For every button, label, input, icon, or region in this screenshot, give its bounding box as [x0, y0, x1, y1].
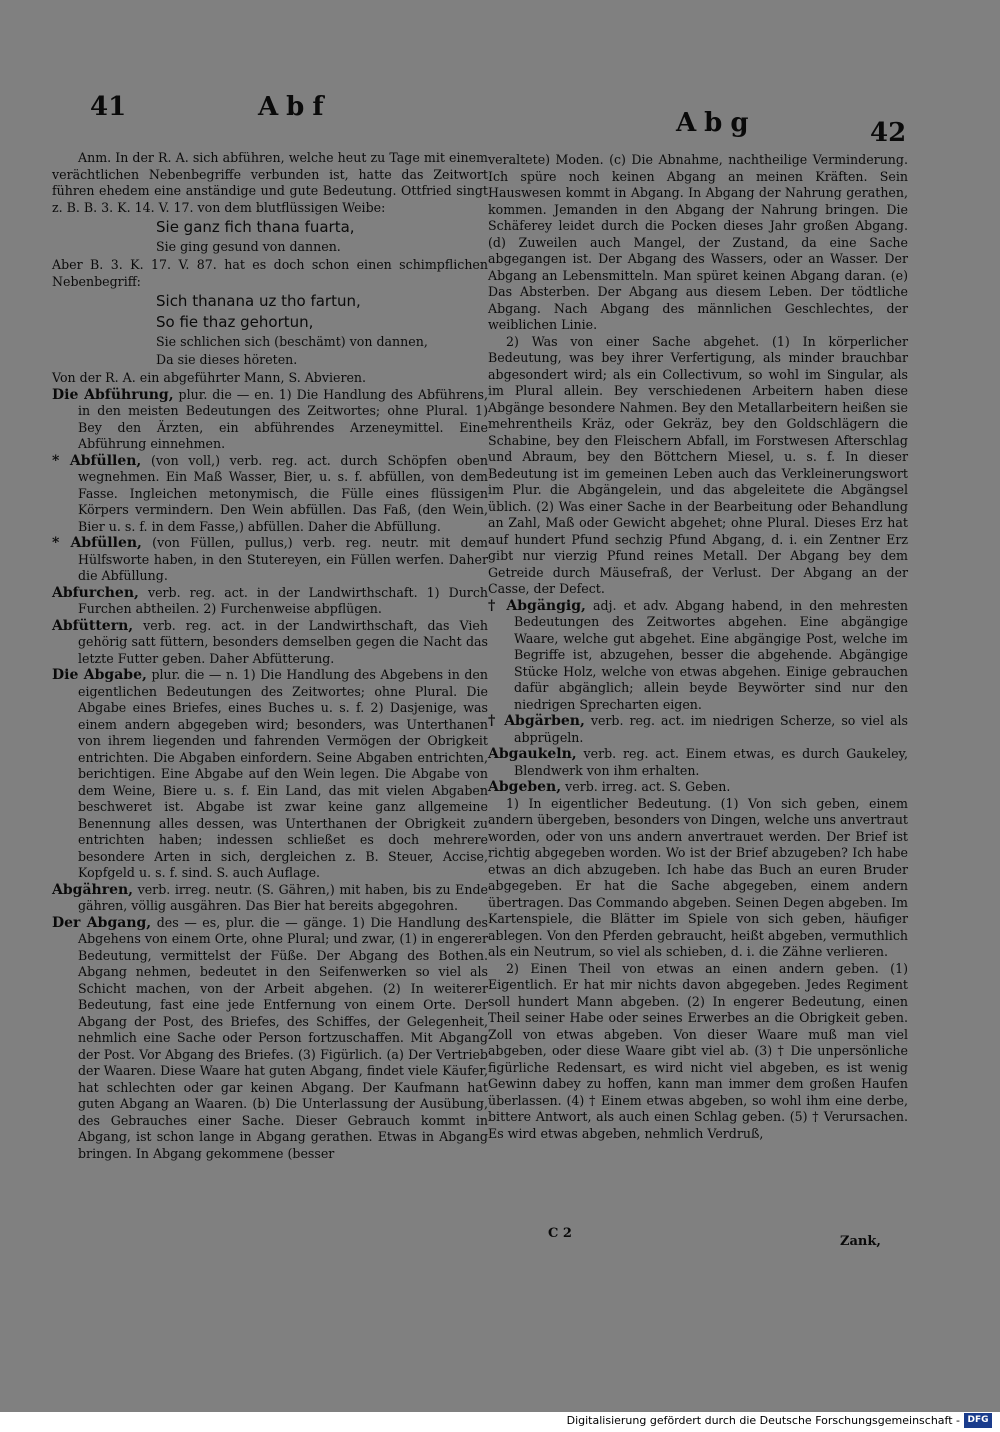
text-paragraph: 2) Einen Theil von etwas an einen andern geben. (1) Eigentlich. Er hat mir nichts davon abgegeben. Jedes Regiment soll hundert Mann abgeben. (2) In engerer Bedeutung, einen Theil seiner Habe oder seines Erwerbes an die Obrigkeit geben. Zoll von etwas abgeben. Von dieser Waare muß man viel abgeben, oder diese Waare gibt viel ab. (3) † Die unpersönliche figürliche Redensart, es wird nicht viel abgeben, es ist wenig Gewinn dabey zu hoffen, kann man immer dem großen Haufen überlassen. (4) † Einem etwas abgeben, so wohl ihm eine derbe, bittere Antwort, als auch einen Schlag geben. (5) † Verursachen. Es wird etwas abgeben, nehmlich Verdruß,	[488, 960, 908, 1141]
entry-headword: Abgähren,	[52, 881, 134, 898]
entry-body: verb. irreg. neutr. (S. Gähren,) mit haben, bis zu Ende gähren, völlig ausgähren. Das Bier hat bereits abgegohren.	[78, 881, 488, 913]
entry-headword: † Abgängig,	[488, 597, 586, 614]
entry-headword: Die Abführung,	[52, 386, 174, 403]
catchword: Zank,	[840, 1234, 881, 1249]
annotation-paragraph: Anm. In der R. A. sich abführen, welche heut zu Tage mit einem verächtlichen Nebenbegriffe verbunden ist, hatte das Zeitwort führen ehedem eine anständige und gute Bedeutung. Ottfried singt z. B. B. 3. K. 14. V. 17. von dem blutflüssigen Weibe:	[52, 150, 488, 215]
entry-body: verb. reg. act. in der Landwirthschaft. 1) Durch Furchen abtheilen. 2) Furchenweise abpflügen.	[78, 584, 488, 616]
page-header	[0, 92, 1000, 148]
entry-body: des — es, plur. die — gänge. 1) Die Handlung des Abgehens von einem Orte, ohne Plural; und zwar, (1) in engerer Bedeutung, vermittelst der Füße. Der Abgang des Bothen. Abgang nehmen, bedeutet in den Seifenwerken so viel als Schicht machen, von der Arbeit abgehen. (2) In weiterer Bedeutung, fast eine jede Entfernung von einem Orte. Der Abgang der Post, des Briefes, des Schiffes, der Gelegenheit, nehmlich eine Sache oder Person fortzuschaffen. Mit Abgang der Post. Vor Abgang des Briefes. (3) Figürlich. (a) Der Vertrieb der Waaren. Diese Waare hat guten Abgang, findet viele Käufer, hat schlechten oder gar keinen Abgang. Der Kaufmann hat guten Abgang an Waaren. (b) Die Unterlassung der Ausübung, des Gebrauches einer Sache. Dieser Gebrauch kommt in Abgang, ist schon lange in Abgang gerathen. Etwas in Abgang bringen. In Abgang gekommene (besser	[78, 914, 488, 1161]
left-page-number: 41	[90, 92, 127, 122]
dictionary-entry	[52, 387, 488, 453]
dictionary-entry	[52, 585, 488, 618]
entry-body: verb. reg. act. im niedrigen Scherze, so viel als abprügeln.	[514, 713, 908, 745]
dictionary-entry	[488, 713, 908, 746]
text-paragraph: 2) Was von einer Sache abgehet. (1) In körperlicher Bedeutung, was bey ihrer Verfertigung, als minder brauchbar abgesondert wird; als ein Collectivum, so wohl im Singular, als im Plural allein. Bey verschiedenen Arbeitern haben diese Abgänge besondere Nahmen. Bey den Metallarbeitern heißen sie mehrentheils Kräz, oder Gekräz, bey den Goldschlägern die Schabine, bey den Fleischern Abfall, im Forstwesen Afterschlag und Abraum, bey den Böttchern Miesel, u. s. f. In dieser Bedeutung ist im gemeinen Leben auch das Verkleinerungswort im Plur. die Abgängelein, und das abgeleitete die Abgängsel üblich. (2) Was einer Sache in der Bearbeitung oder Behandlung an Zahl, Maß oder Gewicht abgehet; ohne Plural. Dieses Erz hat auf hundert Pfund sechzig Pfund Abgang, d. i. ein Zentner Erz gibt nur vierzig Pfund reines Metall. Der Abgang bey dem Getreide durch Mäusefraß, der Verlust. Der Abgang an der Casse, der Defect.	[488, 333, 908, 596]
dictionary-entry	[52, 535, 488, 585]
dfg-logo: DFG	[964, 1413, 992, 1428]
signature-mark: C 2	[548, 1226, 572, 1241]
dictionary-entry	[52, 915, 488, 1163]
entry-headword: Abfurchen,	[52, 584, 139, 601]
text-paragraph: 1) In eigentlicher Bedeutung. (1) Von sich geben, einem andern übergeben, besonders von Dingen, welche uns anvertraut worden, oder von uns andern anvertrauet werden. Der Brief ist richtig abgegeben worden. Wo ist der Brief abzugeben? Ich habe etwas an dich abzugeben. Ich habe das Buch an euren Bruder abgegeben. Er hat die Sache abgegeben, einem andern übertragen. Das Commando abgeben. Seinen Degen abgeben. Im Kartenspiele, die Blätter im Spiele von sich geben, häufiger ablegen. Von den Pferden gebraucht, heißt abgeben, vermuthlich als ein Neutrum, so viel als schieben, d. i. die Zähne verlieren.	[488, 795, 908, 959]
entry-body: (von Füllen, pullus,) verb. reg. neutr. mit dem Hülfsworte haben, in den Stutereyen, ein Füllen werfen. Daher die Abfüllung.	[78, 535, 488, 583]
verse-line: Sie ging gesund von dannen.	[156, 239, 341, 254]
entry-headword: Der Abgang,	[52, 914, 152, 931]
verse-line: Sich thanana uz tho fartun,	[156, 292, 361, 310]
dictionary-entry	[52, 453, 488, 536]
entry-headword: Die Abgabe,	[52, 667, 147, 683]
verse-line: Sie ganz fich thana fuarta,	[156, 218, 355, 236]
dictionary-entry	[488, 746, 908, 779]
entry-body: adj. et adv. Abgang habend, in den mehresten Bedeutungen des Zeitwortes abgehen. Eine abgängige Waare, welche gut abgehet. Eine abgängige Post, welche im Begriffe ist, abzugehen, besser die abgehende. Abgängige Stücke Holz, welche von etwas abgehen. Einige gebrauchen dafür abgänglich; allein beyde Beywörter sind nur den niedrigen Sprecharten eigen.	[514, 597, 909, 712]
verse-line: So fie thaz gehortun,	[156, 313, 314, 331]
text-paragraph: Von der R. A. ein abgeführter Mann, S. Abvieren.	[52, 370, 367, 385]
dictionary-entry	[52, 618, 488, 668]
right-column	[488, 152, 908, 1142]
entry-body: plur. die — n. 1) Die Handlung des Abgebens in den eigentlichen Bedeutungen des Zeitwortes; ohne Plural. Die Abgabe eines Briefes, eines Buches u. s. f. 2) Dasjenige, was einem andern abgegeben wird; besonders, was Unterthanen von ihrem liegenden und fahrenden Vermögen der Obrigkeit entrichten. Die Abgaben einfordern. Seine Abgaben entrichten, berichtigen. Eine Abgabe auf den Wein legen. Die Abgabe von dem Weine, Biere u. s. f. Ein Land, das mit vielen Abgaben beschweret ist. Abgabe ist zwar keine ganz allgemeine Benennung alles dessen, was Unterthanen der Obrigkeit zu entrichten haben; indessen schließet es doch mehrere besondere Arten in sich, dergleichen z. B. Steuer, Accise, Kopfgeld u. s. f. sind. S. auch Auflage.	[78, 667, 488, 880]
entry-body: (von voll,) verb. reg. act. durch Schöpfen oben wegnehmen. Ein Maß Wasser, Bier, u. s. f. abfüllen, von dem Fasse. Ingleichen metonymisch, die Fülle eines flüssigen Körpers vermindern. Den Wein abfüllen. Das Faß, (den Wein, Bier u. s. f. in dem Fasse,) abfüllen. Daher die Abfüllung.	[78, 452, 488, 534]
entry-body: verb. reg. act. in der Landwirthschaft, das Vieh gehörig satt füttern, besonders demselben gegen die Nacht das letzte Futter geben. Daher Abfütterung.	[78, 617, 488, 666]
right-running-head: Abg	[676, 108, 757, 138]
dictionary-entry	[488, 779, 908, 796]
entry-headword: † Abgärben,	[488, 713, 585, 729]
dictionary-entry	[52, 882, 488, 915]
right-page-number: 42	[870, 118, 907, 148]
text-paragraph: veraltete) Moden. (c) Die Abnahme, nachtheilige Verminderung. Ich spüre noch keinen Abgang an meinen Kräften. Sein Hauswesen kommt in Abgang. In Abgang der Nahrung gerathen, kommen. Jemanden in den Abgang der Nahrung bringen. Die Schäferey leidet durch die Pocken dieses Jahr großen Abgang. (d) Zuweilen auch Mangel, der Zustand, da eine Sache abgegangen ist. Der Abgang des Wassers, oder an Wasser. Der Abgang an Lebensmitteln. Man spüret keinen Abgang daran. (e) Das Absterben. Der Abgang aus diesem Leben. Der tödtliche Abgang. Nach Abgang des männlichen Geschlechtes, der weiblichen Linie.	[488, 152, 908, 332]
verse-line: Da sie dieses höreten.	[156, 352, 298, 367]
entry-headword: Abfüttern,	[52, 617, 134, 634]
entry-body: verb. irreg. act. S. Geben.	[565, 779, 731, 794]
dictionary-entry	[52, 667, 488, 882]
entry-body: plur. die — en. 1) Die Handlung des Abführens, in den meisten Bedeutungen des Zeitwortes; ohne Plural. 1) Bey den Ärzten, ein abführendes Arzeneymittel. Eine Abführung einnehmen.	[78, 386, 488, 451]
entry-body: verb. reg. act. Einem etwas, es durch Gaukeley, Blendwerk von ihm erhalten.	[514, 746, 908, 778]
verse-line: Sie schlichen sich (beschämt) von dannen,	[156, 334, 428, 349]
entry-headword: Abgeben,	[488, 779, 562, 795]
entry-headword: Abgaukeln,	[488, 746, 577, 762]
text-paragraph: Aber B. 3. K. 17. V. 87. hat es doch schon einen schimpflichen Nebenbegriff:	[52, 257, 488, 289]
left-column	[52, 150, 488, 1162]
dictionary-entry	[488, 598, 908, 714]
left-running-head: Abf	[258, 92, 332, 122]
entry-headword: * Abfüllen,	[52, 535, 142, 551]
footer-credit-text: Digitalisierung gefördert durch die Deutsche Forschungsgemeinschaft -	[566, 1414, 960, 1427]
entry-headword: * Abfüllen,	[52, 452, 142, 469]
